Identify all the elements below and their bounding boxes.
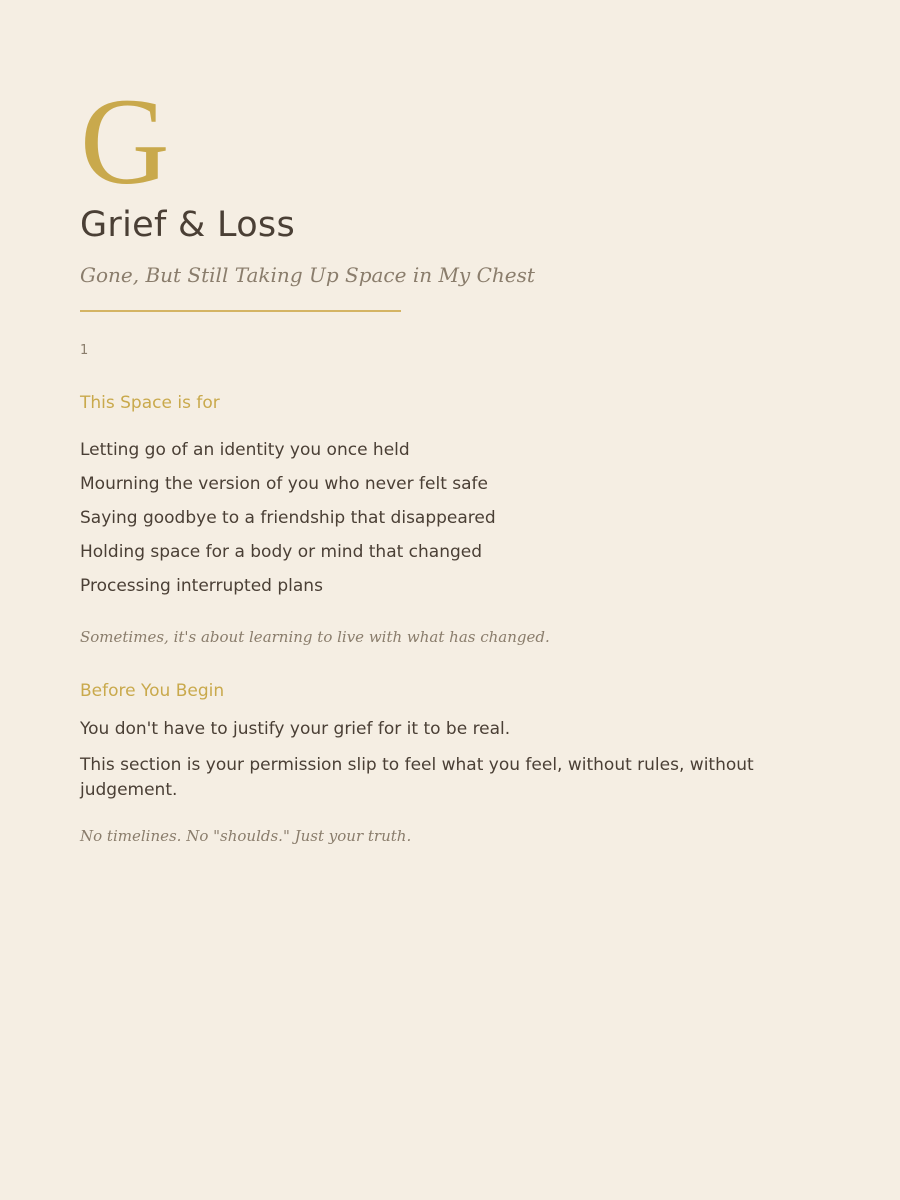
list-item: Holding space for a body or mind that changed xyxy=(80,542,483,562)
section2-quote: No timelines. No "shoulds." Just your truth. xyxy=(80,827,412,845)
paragraph: You don't have to justify your grief for it to be real. xyxy=(80,719,511,739)
page-subtitle: Gone, But Still Taking Up Space in My Chest xyxy=(80,263,535,287)
title-divider xyxy=(80,310,401,312)
section-heading-this-space: This Space is for xyxy=(80,393,220,413)
list-item: Mourning the version of you who never felt safe xyxy=(80,474,488,494)
section1-quote: Sometimes, it's about learning to live with what has changed. xyxy=(80,628,550,646)
this-space-list xyxy=(80,433,496,603)
list-item: Processing interrupted plans xyxy=(80,576,323,596)
section-heading-before-you-begin: Before You Begin xyxy=(80,681,225,701)
list-item: Saying goodbye to a friendship that disappeared xyxy=(80,508,496,528)
list-item: Letting go of an identity you once held xyxy=(80,440,410,460)
paragraph: This section is your permission slip to feel what you feel, without rules, without judgement. xyxy=(80,755,754,800)
drop-letter: G xyxy=(80,73,170,210)
page-title: Grief & Loss xyxy=(80,205,296,245)
page-number: 1 xyxy=(80,343,89,358)
